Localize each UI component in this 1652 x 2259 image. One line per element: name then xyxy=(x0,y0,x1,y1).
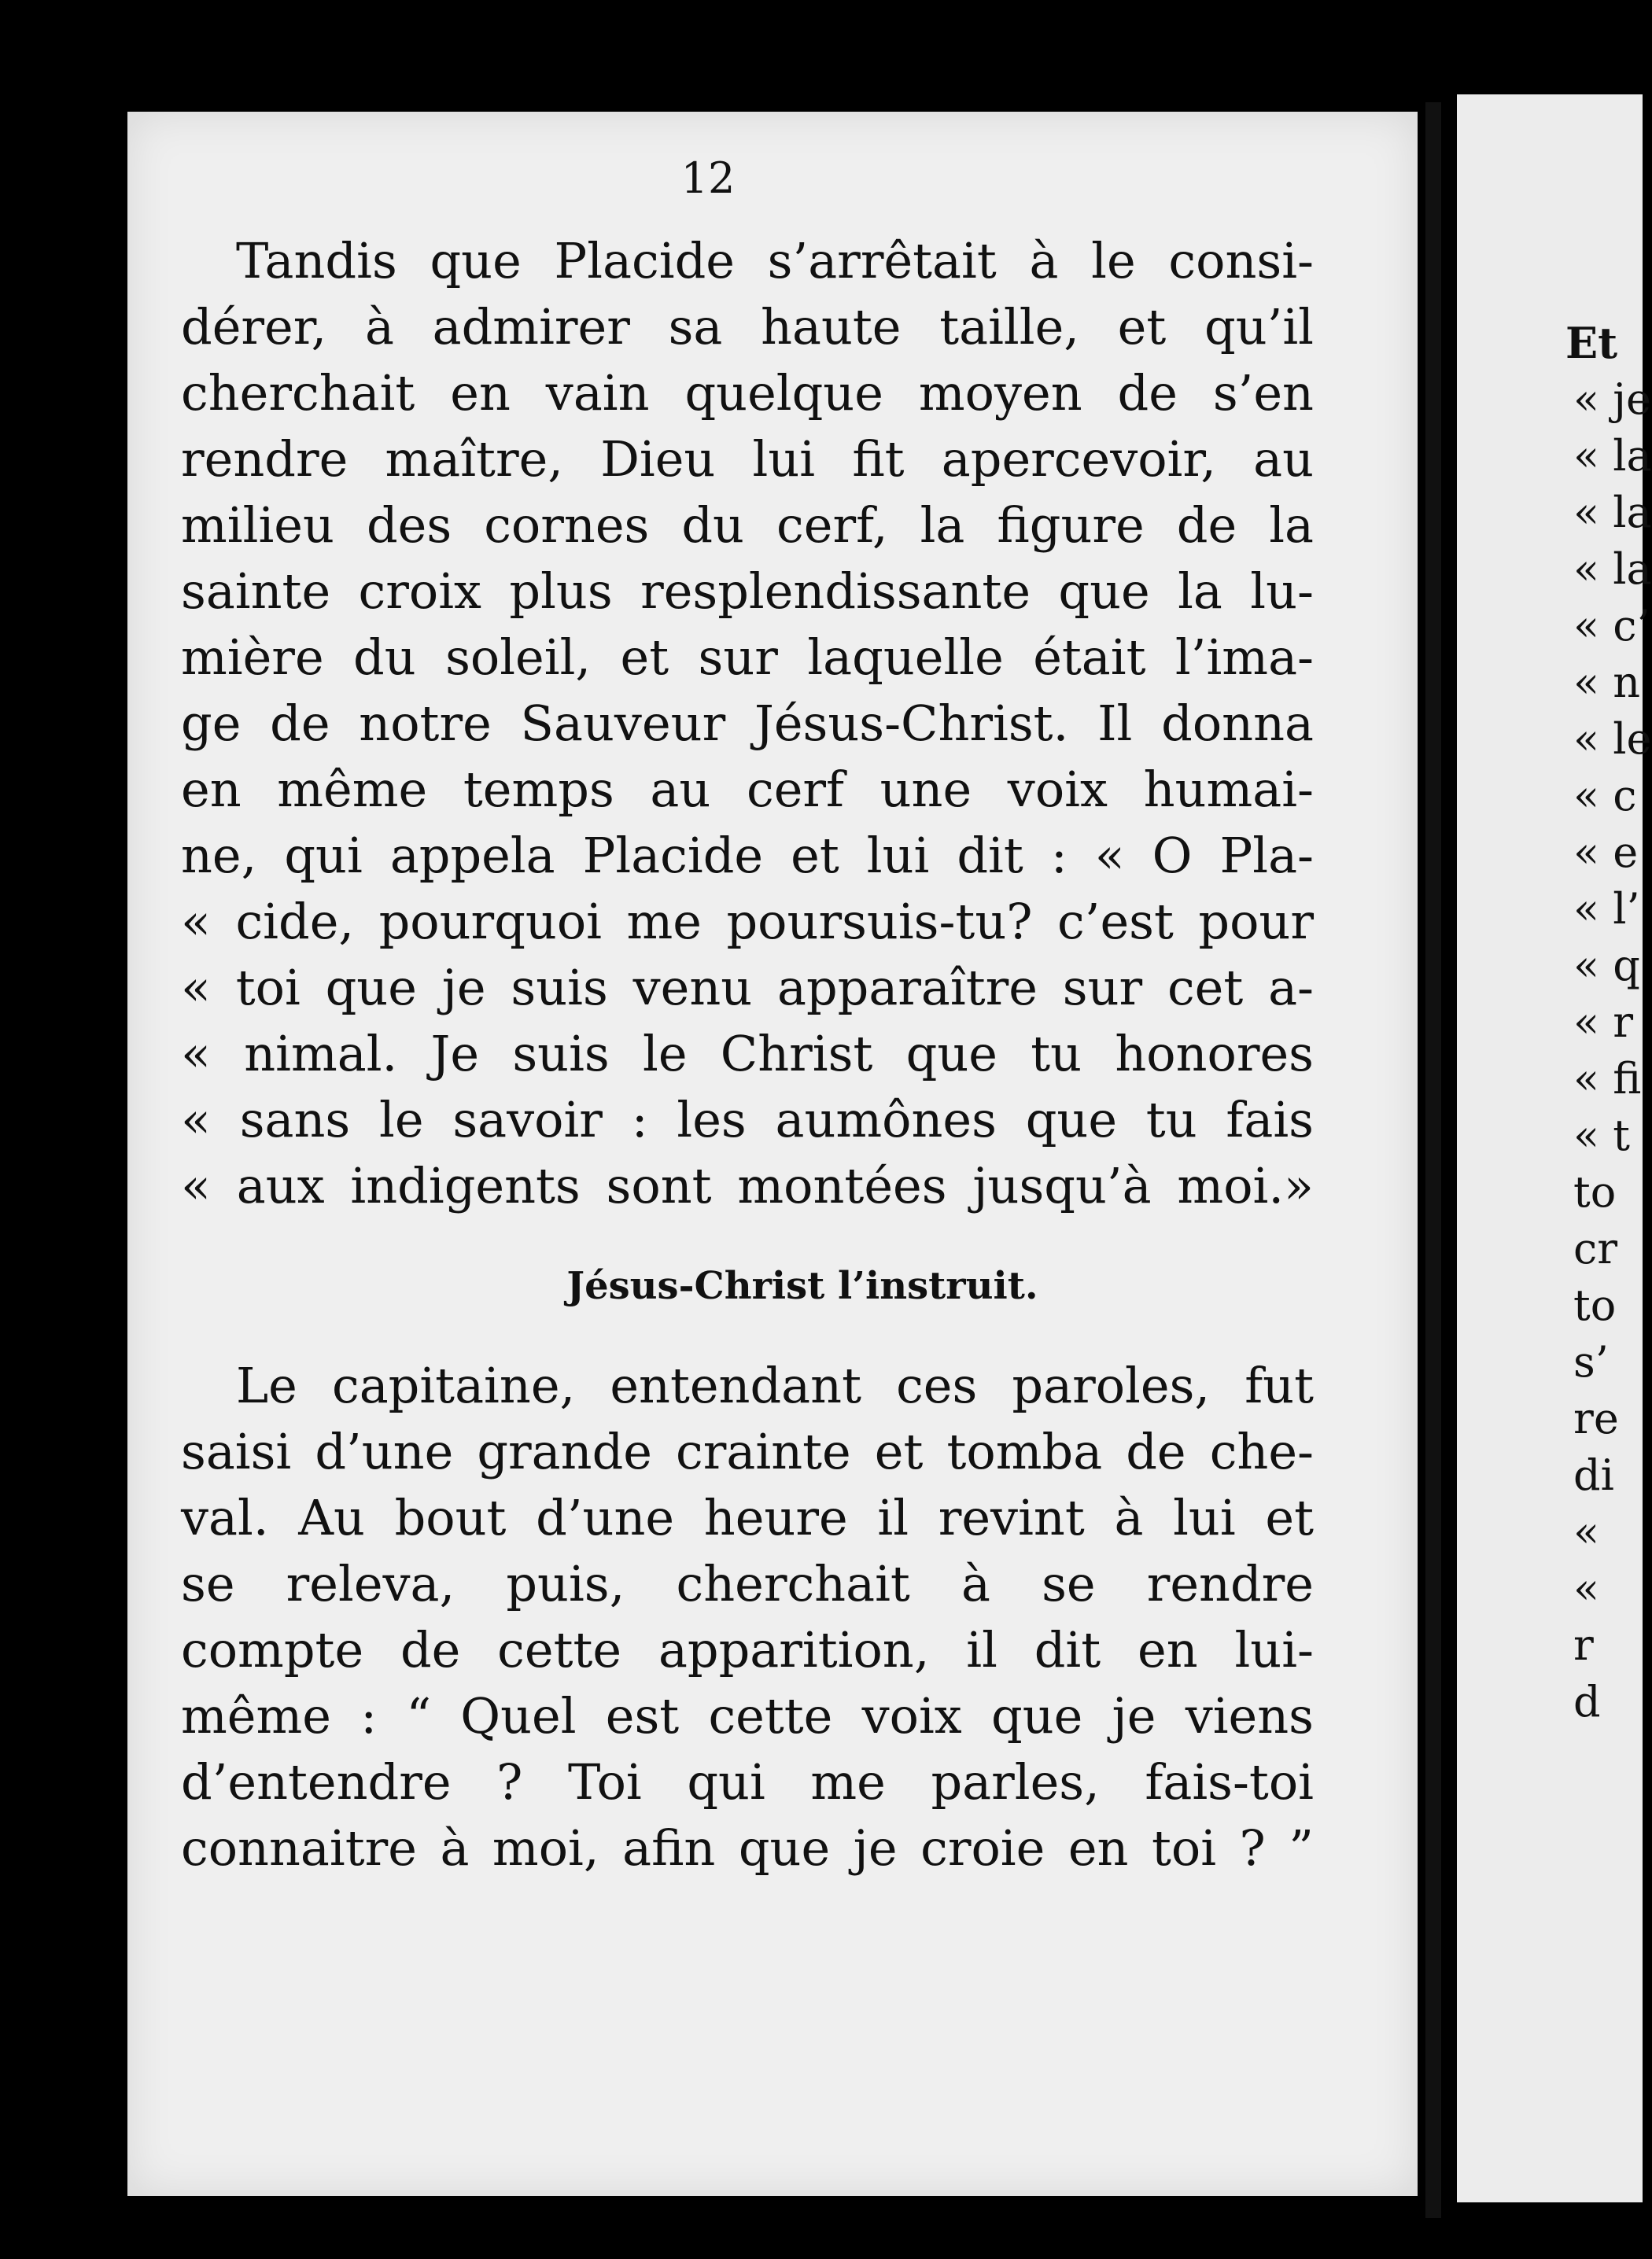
facing-text-line: « q xyxy=(1573,941,1640,990)
text-line: compte de cette apparition, il dit en lui- xyxy=(181,1621,1314,1679)
facing-text-line: « r xyxy=(1573,997,1634,1047)
facing-page-text xyxy=(1565,315,1652,1730)
text-line: sainte croix plus resplendissante que la lu- xyxy=(181,562,1314,620)
text-line: Tandis que Placide s’arrêtait à le consi- xyxy=(236,232,1314,289)
facing-text-line: « t xyxy=(1573,1111,1630,1160)
text-line: se releva, puis, cherchait à se rendre xyxy=(181,1555,1314,1612)
facing-text-line: « xyxy=(1573,1564,1600,1613)
text-line: d’entendre ? Toi qui me parles, fais-toi xyxy=(181,1753,1314,1811)
facing-text-line: to xyxy=(1573,1167,1617,1217)
facing-text-line: re xyxy=(1573,1394,1619,1443)
facing-text-line: di xyxy=(1573,1450,1614,1500)
page-body xyxy=(181,228,1314,1881)
facing-text-line: Et xyxy=(1565,318,1618,368)
text-line: « aux indigents sont montées jusqu’à moi.» xyxy=(181,1157,1314,1214)
text-line: ne, qui appela Placide et lui dit : « O Pla- xyxy=(181,827,1314,884)
text-line: mière du soleil, et sur laquelle était l’ima- xyxy=(181,628,1314,686)
text-line: cherchait en vain quelque moyen de s’en xyxy=(181,364,1314,422)
facing-text-line: « c’ xyxy=(1573,601,1650,650)
text-line: « cide, pourquoi me poursuis-tu? c’est pour xyxy=(181,893,1314,950)
text-line: « sans le savoir : les aumônes que tu fais xyxy=(181,1091,1314,1148)
facing-text-line: d xyxy=(1573,1677,1601,1726)
facing-text-line: « le xyxy=(1573,714,1652,764)
text-line: dérer, à admirer sa haute taille, et qu’il xyxy=(181,298,1314,356)
facing-text-line: « e xyxy=(1573,827,1639,877)
facing-text-line: « la xyxy=(1573,544,1652,594)
page-number: 12 xyxy=(680,153,736,203)
paragraph-1 xyxy=(181,228,1314,1219)
text-line: rendre maître, Dieu lui fit apercevoir, au xyxy=(181,430,1314,488)
text-line: ge de notre Sauveur Jésus-Christ. Il donna xyxy=(181,695,1314,752)
text-line: en même temps au cerf une voix humai- xyxy=(181,761,1314,818)
facing-text-line: « je xyxy=(1573,374,1651,424)
text-line: Le capitaine, entendant ces paroles, fut xyxy=(236,1357,1314,1414)
facing-text-line: « l’ xyxy=(1573,884,1640,934)
facing-text-line: « n xyxy=(1573,658,1640,707)
text-line: milieu des cornes du cerf, la figure de la xyxy=(181,496,1314,554)
facing-text-line: « la xyxy=(1573,431,1652,481)
facing-text-line: « la xyxy=(1573,488,1652,537)
facing-text-line: s’ xyxy=(1573,1337,1609,1387)
book-gutter xyxy=(1425,102,1441,2218)
text-line: val. Au bout d’une heure il revint à lui et xyxy=(181,1489,1314,1546)
text-line: même : “ Quel est cette voix que je viens xyxy=(181,1687,1314,1745)
facing-text-line: to xyxy=(1573,1281,1617,1330)
facing-text-line: « xyxy=(1573,1507,1600,1557)
facing-text-line: « fi xyxy=(1573,1054,1642,1104)
text-line: saisi d’une grande crainte et tomba de che- xyxy=(181,1423,1314,1480)
text-line: « nimal. Je suis le Christ que tu honores xyxy=(181,1025,1314,1082)
paragraph-2 xyxy=(181,1353,1314,1881)
facing-text-line: r xyxy=(1573,1620,1594,1670)
facing-text-line: cr xyxy=(1573,1224,1618,1273)
section-heading: Jésus-Christ l’instruit. xyxy=(566,1264,1038,1308)
text-line: « toi que je suis venu apparaître sur cet a- xyxy=(181,959,1314,1016)
facing-text-line: « c xyxy=(1573,771,1637,820)
text-line: connaitre à moi, afin que je croie en toi ? ” xyxy=(181,1819,1314,1877)
